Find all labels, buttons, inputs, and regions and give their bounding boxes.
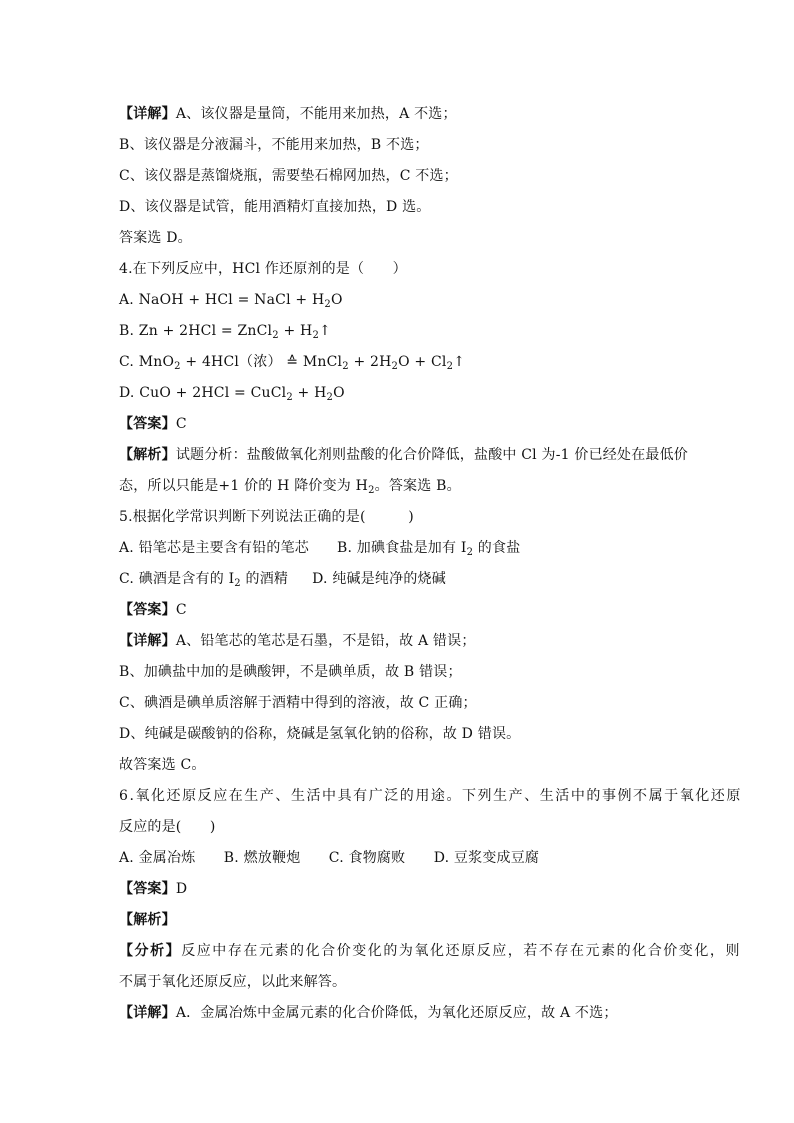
question-6-options: A. 金属冶炼 B. 燃放鞭炮 C. 食物腐败 D. 豆浆变成豆腐 (119, 850, 540, 866)
subscript: 2 (174, 361, 181, 372)
fenxi-text: 反应中存在元素的化合价变化的为氧化还原反应，若不存在元素的化合价变化，则 (181, 943, 742, 959)
option-c: C. 碘酒是含有的 I (119, 571, 235, 587)
text-part: O + Cl (398, 354, 447, 370)
question-5-detail-c: C、碘酒是碘单质溶解于酒精中得到的溶液，故 C 正确； (119, 695, 477, 711)
subscript: 2 (326, 392, 334, 403)
question-5-answer (119, 600, 187, 620)
question-6-fenxi-line-2: 不属于氧化还原反应，以此来解答。 (119, 974, 347, 990)
text-part: A. NaOH + HCl = NaCl + H (119, 292, 325, 308)
subscript: 2 (391, 361, 399, 372)
text-part: ↑ (319, 323, 331, 339)
question-5-stem: 5.根据化学常识判断下列说法正确的是( ) (119, 509, 414, 525)
question-4-option-c (119, 352, 465, 372)
text-part: C. MnO (119, 354, 175, 370)
subscript: 2 (466, 547, 474, 558)
analysis-text: 试题分析：盐酸做氧化剂则盐酸的化合价降低，盐酸中 Cl 为-1 价已经处在最低价 (175, 447, 688, 463)
question-5-detail-a (119, 631, 476, 651)
question-4-answer (119, 414, 187, 434)
detail-tag: 【详解】 (119, 106, 176, 122)
text-part: O (333, 385, 345, 401)
option-d: D. 纯碱是纯净的烧碱 (312, 571, 446, 587)
question-4-analysis-line-1 (119, 445, 688, 465)
option-a: A. 铅笔芯是主要含有铅的笔芯 (119, 540, 310, 556)
text-part: 。答案选 B。 (374, 478, 461, 494)
text-part: 的酒精 (240, 571, 289, 587)
question-5-detail-d: D、纯碱是碳酸钠的俗称，烧碱是氢氧化钠的俗称，故 D 错误。 (119, 726, 521, 742)
question-6-stem-line-2: 反应的是( ) (119, 819, 216, 835)
question-6-stem-line-1: 6.氧化还原反应在生产、生活中具有广泛的用途。下列生产、生活中的事例不属于氧化还原 (119, 788, 742, 804)
text-part: + 2H (348, 354, 392, 370)
option-b: B. 加碘食盐是加有 I (337, 540, 467, 556)
detail-text: A、铅笔芯的笔芯是石墨，不是铅，故 A 错误； (175, 633, 476, 649)
text-part: D. CuO + 2HCl = CuCl (119, 385, 287, 401)
answer-value: C (175, 602, 187, 618)
question-6-detail-a (119, 1003, 618, 1023)
text-part: B. Zn + 2HCl = ZnCl (119, 323, 273, 339)
analysis-tag: 【解析】 (119, 447, 176, 463)
subscript: 2 (342, 361, 349, 372)
detail-c-line: C、该仪器是蒸馏烧瓶，需要垫石棉网加热，C 不选； (119, 168, 458, 184)
subscript: 2 (234, 578, 241, 589)
text-part: O (330, 292, 343, 308)
subscript: 2 (286, 392, 293, 403)
answer-tag: 【答案】 (119, 602, 176, 618)
question-4-option-a (119, 290, 343, 310)
question-6-answer (119, 879, 187, 899)
text-part: + 4HCl（浓） ≙ MnCl (180, 354, 343, 370)
detail-tag: 【详解】 (119, 633, 176, 649)
question-4-option-b (119, 321, 331, 341)
text-part: 态，所以只能是+1 价的 H 降价变为 H (119, 478, 369, 494)
question-5-detail-b: B、加碘盐中加的是碘酸钾，不是碘单质，故 B 错误； (119, 664, 462, 680)
detail-tag: 【详解】 (119, 1005, 176, 1021)
question-6-fenxi-line-1 (119, 941, 741, 961)
text-part: 的食盐 (473, 540, 521, 556)
answer-tag: 【答案】 (119, 416, 176, 432)
subscript: 2 (312, 330, 319, 341)
question-4-option-d (119, 383, 345, 403)
answer-value: C (175, 416, 187, 432)
answer-conclusion-3: 答案选 D。 (119, 230, 192, 246)
answer-value: D (175, 881, 188, 897)
detail-b-line: B、该仪器是分液漏斗，不能用来加热，B 不选； (119, 137, 429, 153)
subscript: 2 (446, 361, 454, 372)
text-part: ↑ (453, 354, 466, 370)
subscript: 2 (368, 485, 375, 496)
fenxi-tag: 【分析】 (119, 943, 182, 959)
analysis-tag: 【解析】 (119, 912, 176, 928)
question-5-options-cd (119, 569, 446, 589)
detail-a-line (119, 104, 457, 124)
detail-d-line: D、该仪器是试管，能用酒精灯直接加热，D 选。 (119, 199, 431, 215)
subscript: 2 (272, 330, 279, 341)
text-part: + H (292, 385, 327, 401)
answer-tag: 【答案】 (119, 881, 176, 897)
subscript: 2 (324, 299, 331, 310)
question-6-analysis-tag (119, 910, 176, 930)
question-4-analysis-line-2 (119, 476, 461, 496)
detail-text: A．金属冶炼中金属元素的化合价降低，为氧化还原反应，故 A 不选； (175, 1005, 618, 1021)
question-5-options-ab (119, 538, 520, 558)
detail-a-text: A、该仪器是量筒，不能用来加热，A 不选； (175, 106, 457, 122)
question-5-conclusion: 故答案选 C。 (119, 757, 206, 773)
text-part: + H (278, 323, 313, 339)
question-4-stem: 4.在下列反应中，HCl 作还原剂的是（ ） (119, 261, 407, 277)
